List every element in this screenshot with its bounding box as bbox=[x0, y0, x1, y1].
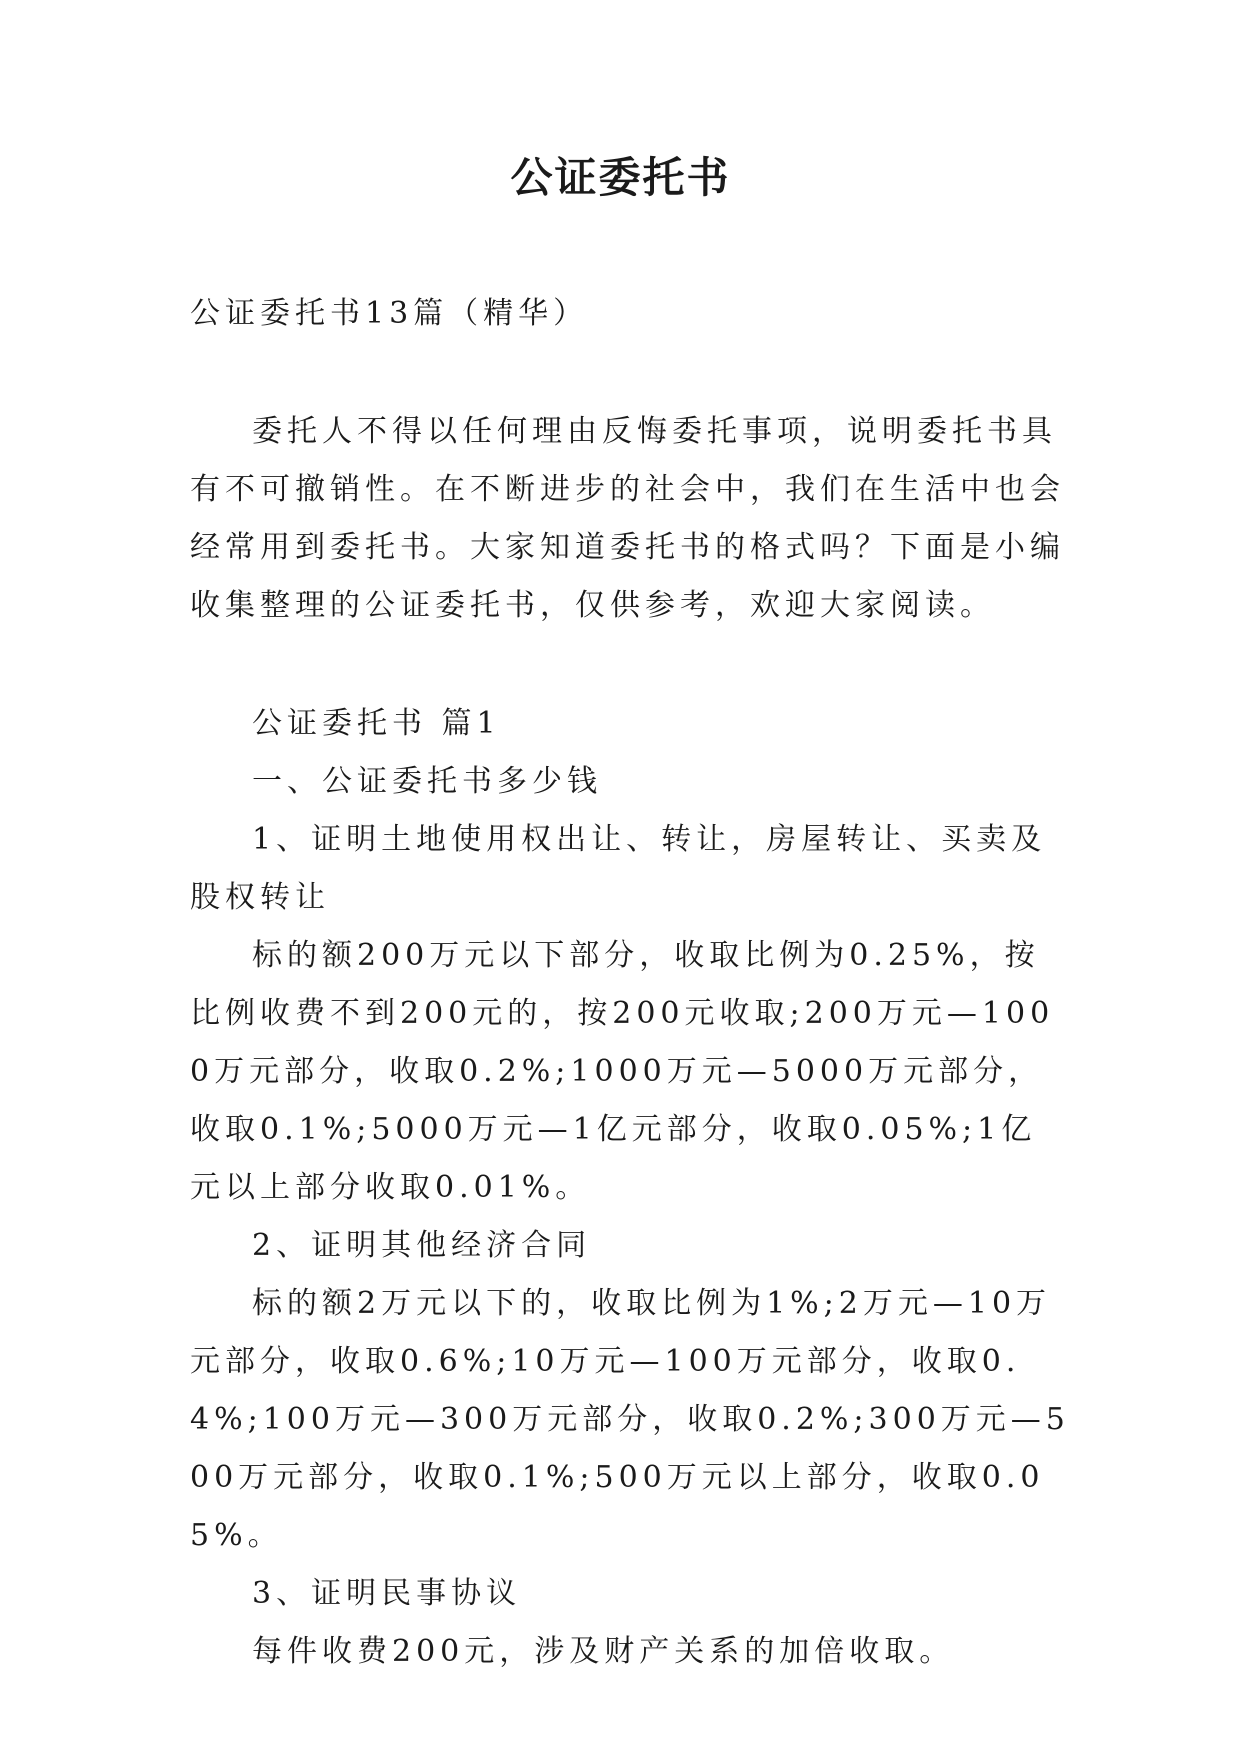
section-heading-1: 公证委托书 篇1 bbox=[252, 706, 501, 741]
item-body-1: 标的额200万元以下部分，收取比例为0.25%，按比例收费不到200元的，按200元收取;200万元—1000万元部分，收取0.2%;1000万元—5000万元部分，收取0.1%;5000万元—1亿元部分，收取0.05%;1亿元以上部分收取0.01%。 bbox=[190, 938, 1055, 1205]
document-body bbox=[190, 285, 1070, 1681]
document-subtitle: 公证委托书13篇（精华） bbox=[190, 296, 589, 331]
item-body-3: 每件收费200元，涉及财产关系的加倍收取。 bbox=[252, 1634, 955, 1669]
item-heading-2: 2、证明其他经济合同 bbox=[252, 1228, 592, 1263]
item-body-2: 标的额2万元以下的，收取比例为1%;2万元—10万元部分，收取0.6%;10万元—100万元部分，收取0.4%;100万元—300万元部分，收取0.2%;300万元—500万元部分，收取0.1%;500万元以上部分，收取0.05%。 bbox=[190, 1286, 1070, 1553]
item-heading-1: 1、证明土地使用权出让、转让，房屋转让、买卖及股权转让 bbox=[190, 822, 1047, 915]
question-heading: 一、公证委托书多少钱 bbox=[252, 764, 602, 799]
intro-paragraph: 委托人不得以任何理由反悔委托事项，说明委托书具有不可撤销性。在不断进步的社会中，我们在生活中也会经常用到委托书。大家知道委托书的格式吗？下面是小编收集整理的公证委托书，仅供参考，欢迎大家阅读。 bbox=[190, 414, 1065, 623]
item-heading-3: 3、证明民事协议 bbox=[252, 1576, 522, 1611]
document-title: 公证委托书 bbox=[510, 153, 731, 202]
